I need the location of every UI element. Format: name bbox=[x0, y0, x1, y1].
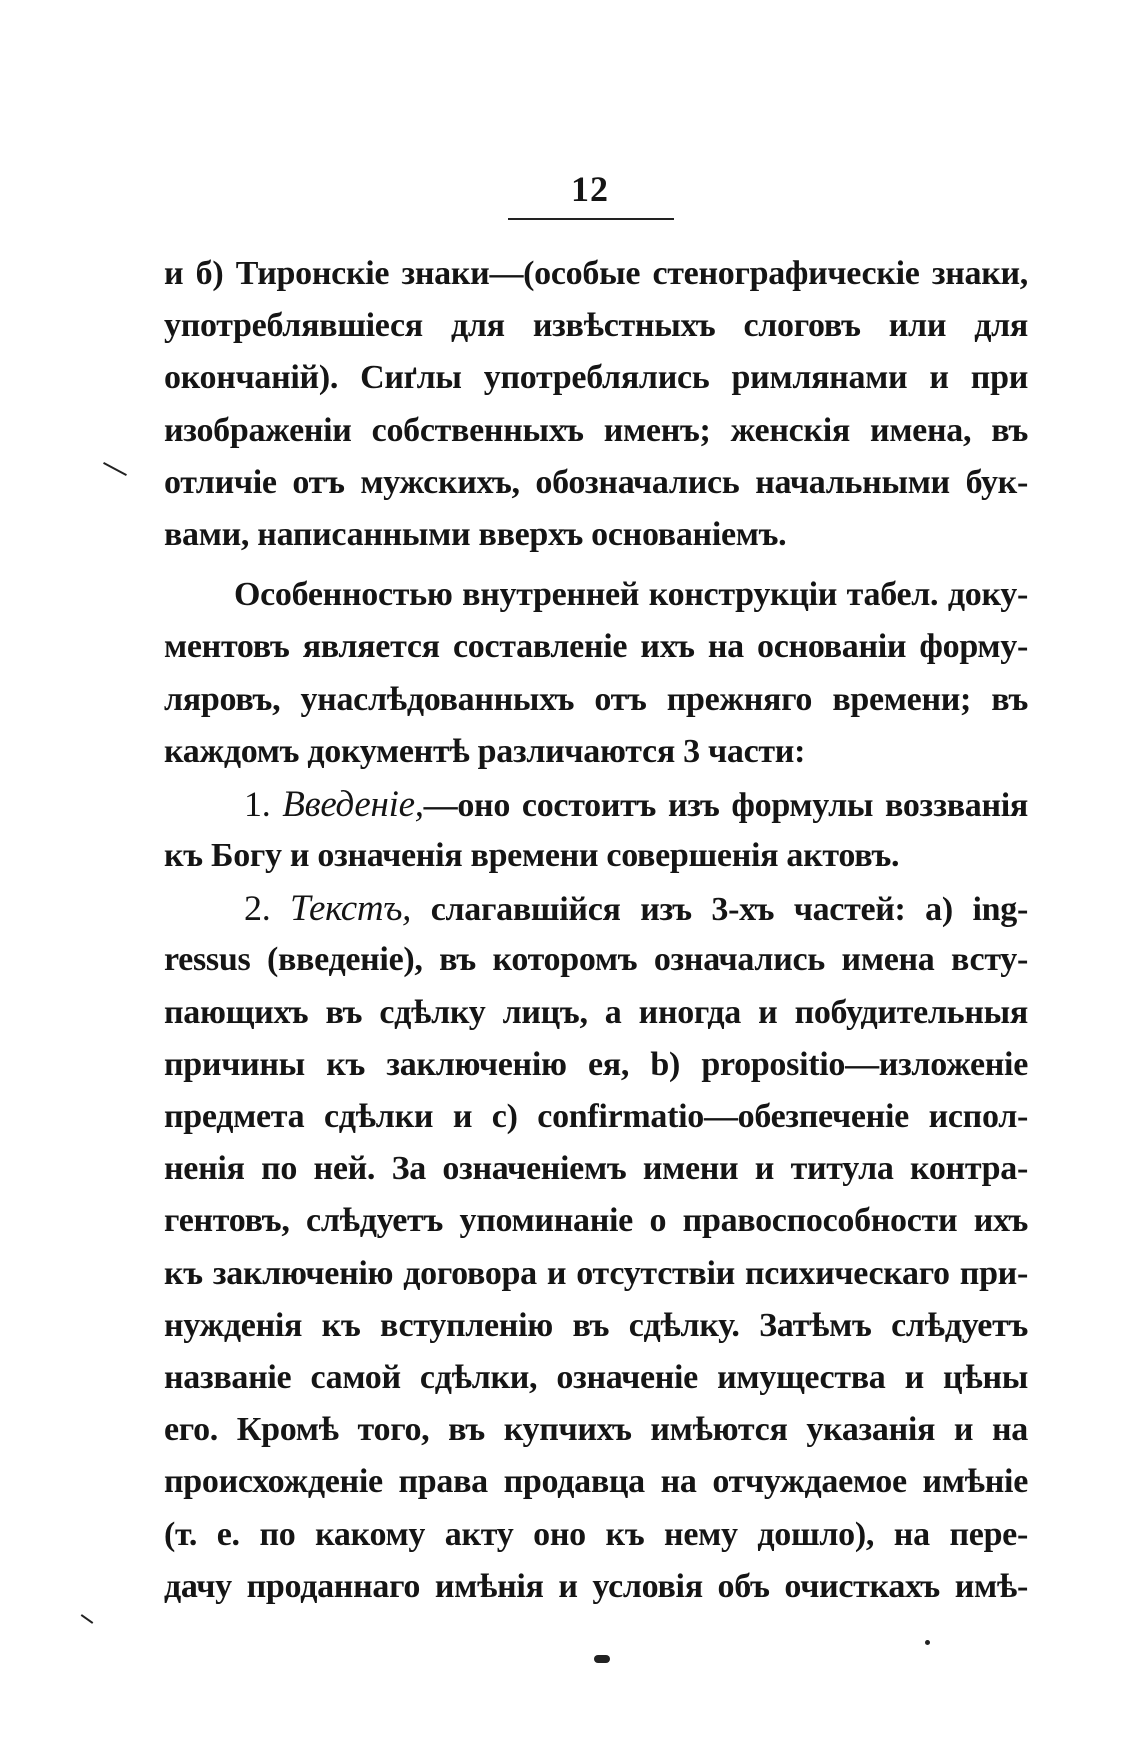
text-line: причины къ заключенію ея, b) propositio—изложеніе bbox=[164, 1045, 1028, 1083]
list-item-introduction bbox=[164, 778, 1028, 882]
text-line: названіе самой сдѣлки, означеніе имущества и цѣны bbox=[164, 1358, 1028, 1396]
text-line: (т. е. по какому акту оно къ нему дошло), на пере- bbox=[164, 1515, 1028, 1553]
text-line: нужденія къ вступленію въ сдѣлку. Затѣмъ слѣдуетъ bbox=[164, 1306, 1028, 1344]
text-line: вами, написанными вверхъ основаніемъ. bbox=[164, 515, 787, 553]
list-item-number: 1. bbox=[244, 783, 271, 824]
page-number: 12 bbox=[571, 169, 609, 209]
text-line: его. Кромѣ того, въ купчихъ имѣются указанія и на bbox=[164, 1411, 1028, 1449]
list-item-text: слагавшійся изъ 3-хъ частей: а) ing- bbox=[430, 891, 1029, 929]
text-line: предмета сдѣлки и с) confirmatio—обезпеченіе испол- bbox=[164, 1098, 1028, 1135]
list-item-text: —оно состоитъ изъ формулы воззванія bbox=[423, 786, 1028, 824]
text-line: и б) Тиронскіе знаки—(особые стенографическіе знаки, bbox=[164, 255, 1028, 292]
list-item-title: Введеніе, bbox=[282, 783, 424, 825]
text-line: гентовъ, слѣдуетъ упоминаніе о правоспособности ихъ bbox=[164, 1202, 1028, 1240]
paragraph-tironian-signs bbox=[164, 248, 1028, 561]
text-line: ненія по ней. За означеніемъ имени и титула контра- bbox=[164, 1150, 1028, 1188]
ink-speck bbox=[594, 1655, 610, 1663]
ink-speck bbox=[925, 1640, 930, 1645]
text-line: къ Богу и означенія времени совершенія актовъ. bbox=[164, 837, 900, 875]
list-item-text-section bbox=[164, 882, 1028, 1613]
text-line: ressus (введеніе), въ которомъ означались имена всту- bbox=[164, 941, 1028, 979]
text-line: окончаній). Сиґлы употреблялись римлянами и при bbox=[164, 359, 1028, 397]
text-line: Особенностью внутренней конструкціи табел. доку- bbox=[234, 576, 1028, 614]
margin-mark bbox=[81, 1614, 94, 1624]
text-line: ляровъ, унаслѣдованныхъ отъ прежняго времени; въ bbox=[164, 680, 1028, 718]
list-item-number: 2. bbox=[244, 888, 271, 929]
list-item-first-line bbox=[164, 882, 1028, 934]
text-line: происхожденіе права продавца на отчуждаемое имѣніе bbox=[164, 1463, 1028, 1501]
text-line: отличіе отъ мужскихъ, обозначались начальными бук- bbox=[164, 463, 1028, 501]
text-line: пающихъ въ сдѣлку лицъ, а иногда и побудительныя bbox=[164, 993, 1028, 1031]
text-line: изображеніи собственныхъ именъ; женскія имена, въ bbox=[164, 411, 1028, 449]
list-item-first-line bbox=[164, 778, 1028, 830]
text-line: къ заключенію договора и отсутствіи психическаго при- bbox=[164, 1254, 1028, 1292]
header-rule bbox=[508, 218, 674, 220]
paragraph-internal-construction bbox=[164, 569, 1028, 778]
text-line: каждомъ документѣ различаются 3 части: bbox=[164, 732, 806, 770]
body-text bbox=[164, 248, 1028, 1613]
text-line: употреблявшіеся для извѣстныхъ слоговъ или для bbox=[164, 307, 1028, 345]
text-line: дачу проданнаго имѣнія и условія объ очисткахъ имѣ- bbox=[164, 1567, 1028, 1605]
list-item-title: Текстъ, bbox=[290, 888, 412, 930]
margin-mark bbox=[103, 462, 127, 476]
text-line: ментовъ является составленіе ихъ на основаніи форму- bbox=[164, 628, 1028, 666]
